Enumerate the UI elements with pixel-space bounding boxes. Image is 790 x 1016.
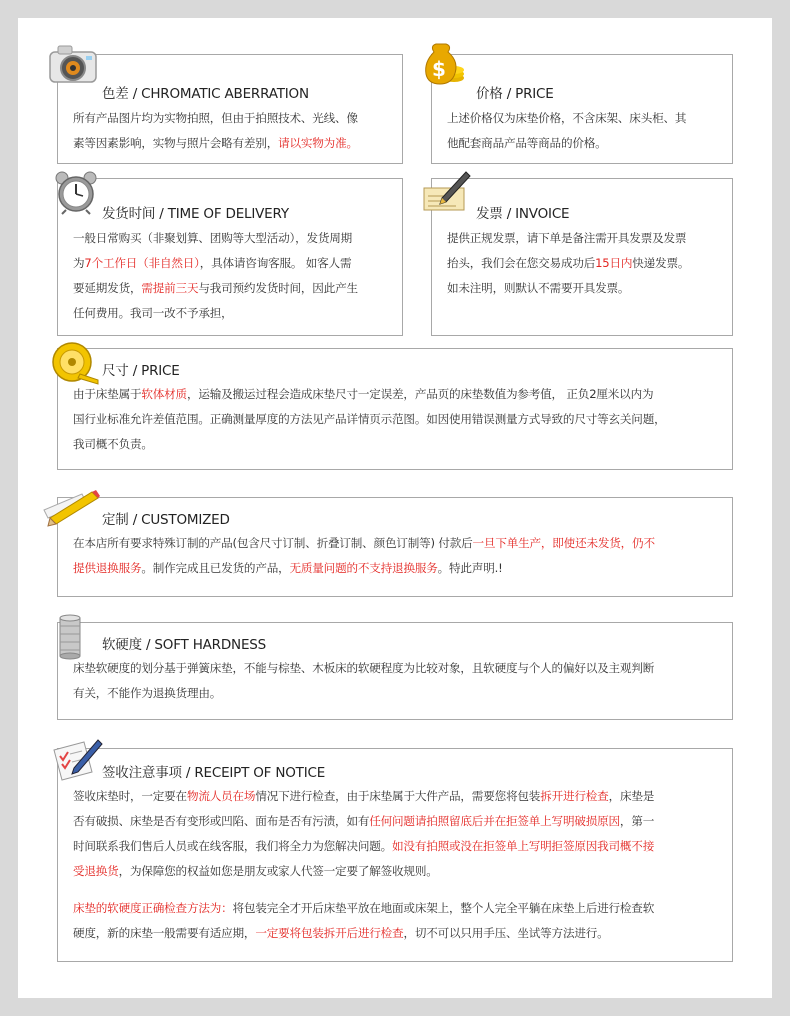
alarm-clock-icon xyxy=(52,168,100,216)
checklist-pen-icon xyxy=(50,736,104,784)
body-text: 情况下进行检查，由于床垫属于大件产品，需要您将包装 xyxy=(255,789,541,803)
body-line xyxy=(73,859,654,884)
section-title: 尺寸 / PRICE xyxy=(102,363,180,379)
body-text: 快递发票。 xyxy=(632,256,690,270)
tape-measure-icon xyxy=(48,340,100,386)
body-line: 有关，不能作为退换货理由。 xyxy=(73,686,222,700)
section-title: 定制 / CUSTOMIZED xyxy=(102,512,230,528)
paragraph-gap xyxy=(73,884,654,896)
highlight-text: 7个工作日（非自然日） xyxy=(84,256,200,270)
body-text: 时间联系我们售后人员或在线客服，我们将全力为您解决问题。 xyxy=(73,839,393,853)
body-line: 提供正规发票，请下单是备注需开具发票及发票 xyxy=(447,231,687,245)
body-text: 。制作完成且已发货的产品， xyxy=(141,561,290,575)
body-line: 任何费用。我司一改不予承担， xyxy=(73,306,233,320)
body-line xyxy=(73,531,655,556)
section-title: 发货时间 / TIME OF DELIVERY xyxy=(102,206,289,222)
section-body xyxy=(73,784,654,946)
body-line xyxy=(73,382,665,407)
section-title: 色差 / CHROMATIC ABERRATION xyxy=(102,86,309,102)
body-line: 一般日常购买（非聚划算、团购等大型活动），发货周期 xyxy=(73,231,353,245)
body-line xyxy=(73,251,358,276)
section-body xyxy=(447,226,689,301)
highlight-text: 需提前三天 xyxy=(141,281,199,295)
highlight-text: 提供退换服务 xyxy=(73,561,142,575)
body-line: 床垫软硬度的划分基于弹簧床垫，不能与棕垫、木板床的软硬程度为比较对象，且软硬度与个人的偏好以及主观判断 xyxy=(73,661,655,675)
body-line xyxy=(73,896,654,921)
body-text: 为 xyxy=(73,256,85,270)
section-body xyxy=(73,656,654,706)
highlight-text: 一定要将包装拆开后进行检查 xyxy=(255,926,404,940)
body-text: ，第一 xyxy=(619,814,655,828)
highlight-text: 任何问题请拍照留底后并在拒签单上写明破损原因 xyxy=(369,814,620,828)
body-text: 签收床垫时，一定要在 xyxy=(73,789,187,803)
section-body xyxy=(73,382,665,457)
section-customized xyxy=(57,497,733,597)
highlight-text: 物流人员在场 xyxy=(186,789,256,803)
section-soft-hardness xyxy=(57,622,733,720)
section-title: 软硬度 / SOFT HARDNESS xyxy=(102,637,267,653)
body-line xyxy=(73,809,654,834)
section-receipt-of-notice xyxy=(57,748,733,962)
highlight-text: 受退换货 xyxy=(73,864,119,878)
section-title: 发票 / INVOICE xyxy=(476,206,570,222)
body-text: ，具体请咨询客服。 如客人需 xyxy=(199,256,352,270)
highlight-text: 床垫的软硬度正确检查方法为： xyxy=(73,901,233,915)
page-sheet xyxy=(18,18,772,998)
camera-icon xyxy=(46,40,104,88)
body-line: 上述价格仅为床垫价格，不含床架、床头柜、其 xyxy=(447,111,687,125)
section-chromatic-aberration xyxy=(57,54,403,164)
body-text: ，切不可以只用手压、坐试等方法进行。 xyxy=(403,926,609,940)
section-body xyxy=(73,531,655,581)
body-line xyxy=(73,131,358,156)
section-price xyxy=(431,54,733,164)
highlight-text: 15日内 xyxy=(595,256,633,270)
cheque-pen-icon xyxy=(420,168,472,214)
pencil-ruler-icon xyxy=(42,488,104,528)
body-text: ，运输及搬运过程会造成床垫尺寸一定误差，产品页的床垫数值为参考值， 正负2厘米以内为 xyxy=(186,387,654,401)
body-text: 要延期发货， xyxy=(73,281,142,295)
coin-stack-icon xyxy=(56,612,86,660)
body-line xyxy=(447,251,689,276)
highlight-text: 无质量问题的不支持退换服务 xyxy=(289,561,438,575)
body-line: 他配套商品产品等商品的价格。 xyxy=(447,136,607,150)
money-bag-icon xyxy=(420,40,470,88)
body-line xyxy=(73,556,655,581)
section-invoice xyxy=(431,178,733,336)
highlight-text: 请以实物为准。 xyxy=(278,136,358,150)
body-line xyxy=(73,834,654,859)
body-line: 我司概不负责。 xyxy=(73,437,153,451)
body-line: 如未注明，则默认不需要开具发票。 xyxy=(447,281,630,295)
body-line xyxy=(73,784,654,809)
highlight-text: 软体材质 xyxy=(141,387,187,401)
body-text: 素等因素影响，实物与照片会略有差别， xyxy=(73,136,279,150)
body-text: 硬度，新的床垫一般需要有适应期， xyxy=(73,926,256,940)
body-text: 。特此声明.! xyxy=(437,561,503,575)
body-line: 国行业标准允许差值范围。正确测量厚度的方法见产品详情页示范图。如因使用错误测量方式导致的尺寸等玄关问题， xyxy=(73,412,666,426)
body-text: 在本店所有要求特殊订制的产品(包含尺寸订制、折叠订制、颜色订制等) 付款后 xyxy=(73,536,473,550)
svg-text:$: $ xyxy=(432,57,446,81)
body-line: 所有产品图片均为实物拍照，但由于拍照技术、光线、像 xyxy=(73,111,358,125)
body-text: ，床垫是 xyxy=(608,789,655,803)
body-text: 抬头，我们会在您交易成功后 xyxy=(447,256,596,270)
section-body xyxy=(447,106,686,156)
body-text: 否有破损、床垫是否有变形或凹陷、面布是否有污渍，如有 xyxy=(73,814,370,828)
highlight-text: 拆开进行检查 xyxy=(540,789,609,803)
highlight-text: 如没有拍照或没在拒签单上写明拒签原因我司概不接 xyxy=(392,839,655,853)
section-body xyxy=(73,226,358,326)
section-title: 签收注意事项 / RECEIPT OF NOTICE xyxy=(102,765,326,781)
body-line xyxy=(73,921,654,946)
section-size xyxy=(57,348,733,470)
section-time-of-delivery xyxy=(57,178,403,336)
body-text: 由于床垫属于 xyxy=(73,387,142,401)
section-title: 价格 / PRICE xyxy=(476,86,554,102)
body-text: ，为保障您的权益如您是朋友或家人代签一定要了解签收规则。 xyxy=(118,864,438,878)
body-line xyxy=(73,276,358,301)
section-body xyxy=(73,106,358,156)
body-text: 将包装完全才开后床垫平放在地面或床架上，整个人完全平躺在床垫上后进行检查软 xyxy=(232,901,655,915)
body-text: 与我司预约发货时间，因此产生 xyxy=(198,281,358,295)
highlight-text: 一旦下单生产，即使还未发货，仍不 xyxy=(472,536,655,550)
